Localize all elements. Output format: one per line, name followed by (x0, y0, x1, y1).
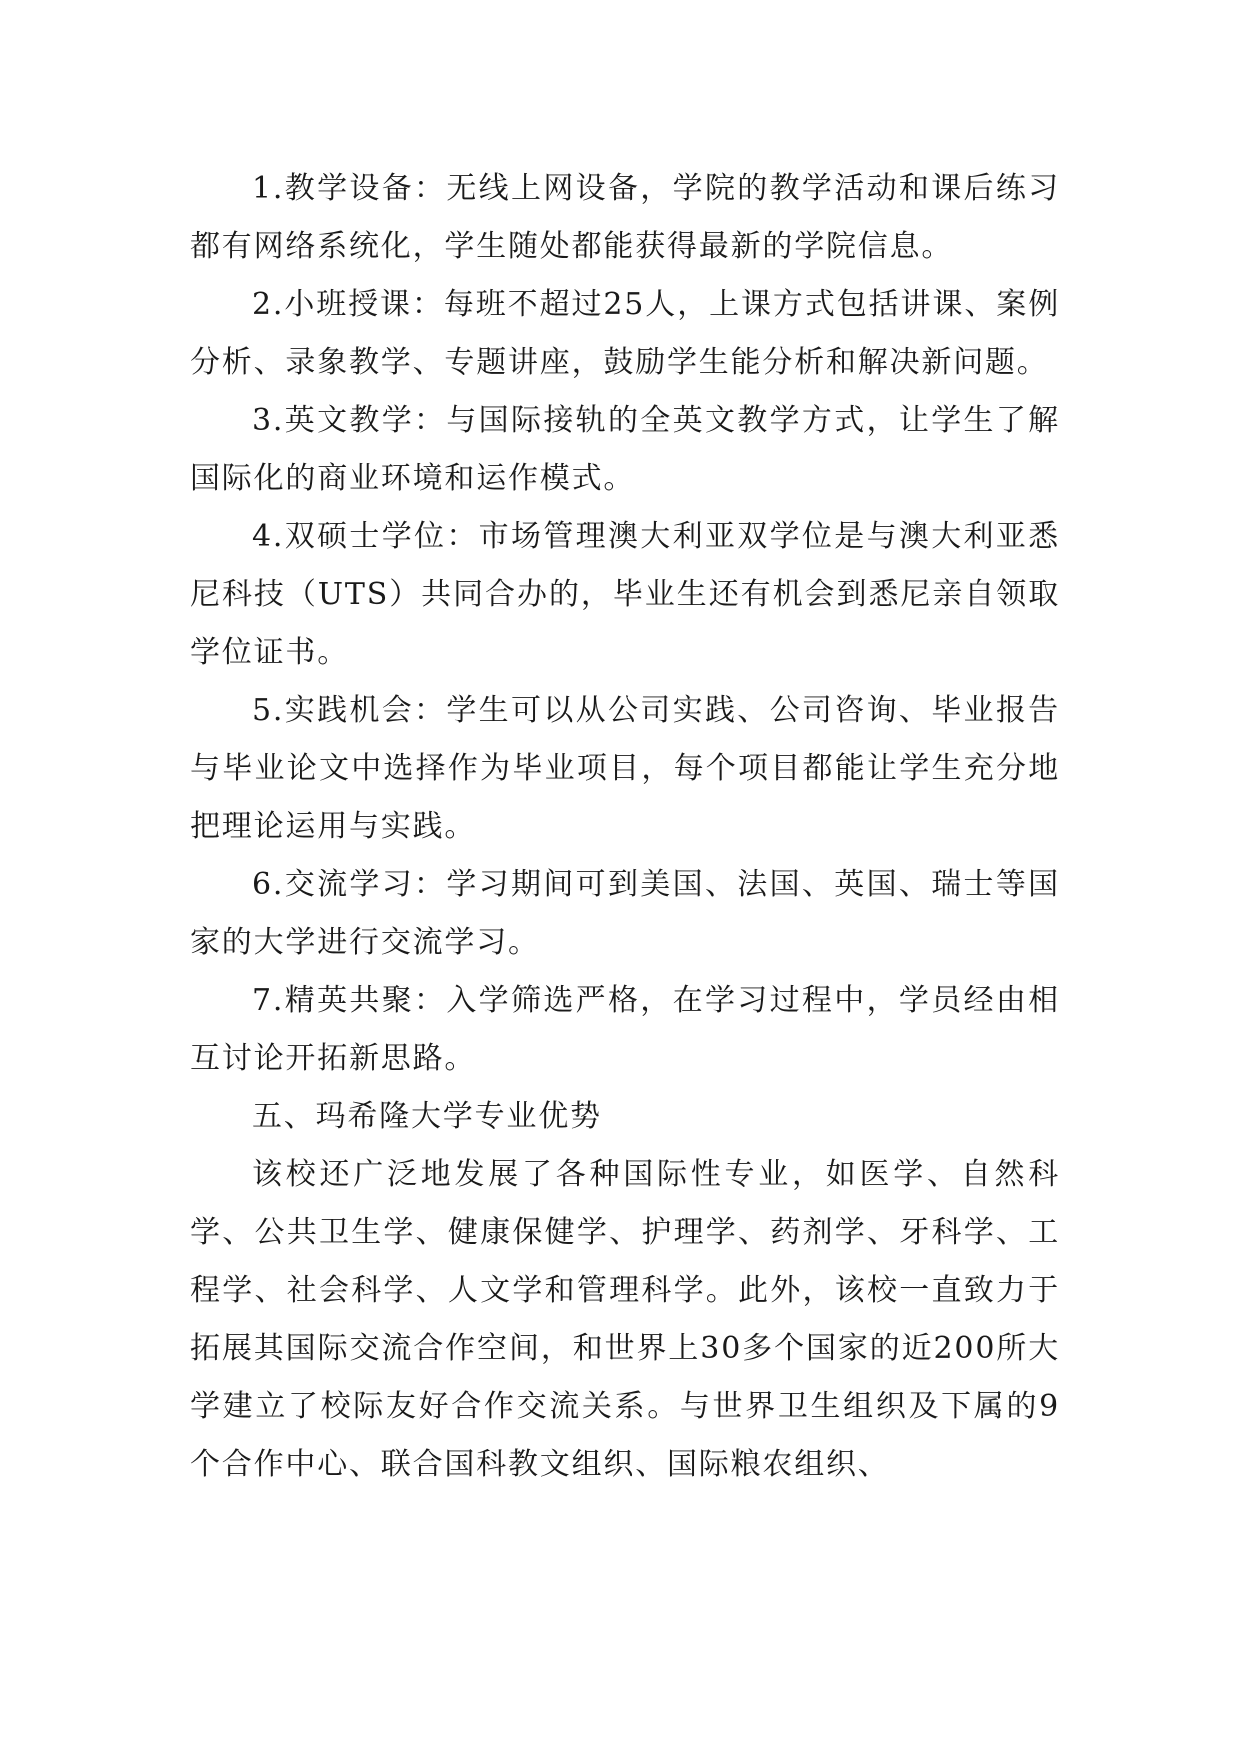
document-page (190, 160, 1060, 1494)
paragraph-major-advantages: 该校还广泛地发展了各种国际性专业，如医学、自然科学、公共卫生学、健康保健学、护理学、药剂学、牙科学、工程学、社会科学、人文学和管理科学。此外，该校一直致力于拓展其国际交流合作空间，和世界上30多个国家的近200所大学建立了校际友好合作交流关系。与世界卫生组织及下属的9个合作中心、联合国科教文组织、国际粮农组织、 (190, 1157, 1060, 1482)
paragraph-double-master: 4.双硕士学位：市场管理澳大利亚双学位是与澳大利亚悉尼科技（UTS）共同合办的，毕业生还有机会到悉尼亲自领取学位证书。 (190, 519, 1060, 670)
paragraph-english-teaching: 3.英文教学：与国际接轨的全英文教学方式，让学生了解国际化的商业环境和运作模式。 (190, 403, 1060, 496)
paragraph-elite-gathering: 7.精英共聚：入学筛选严格，在学习过程中，学员经由相互讨论开拓新思路。 (190, 983, 1060, 1076)
section-heading: 五、玛希隆大学专业优势 (252, 1099, 602, 1134)
paragraph-small-class: 2.小班授课：每班不超过25人，上课方式包括讲课、案例分析、录象教学、专题讲座，鼓励学生能分析和解决新问题。 (190, 287, 1060, 380)
paragraph-practice-opportunity: 5.实践机会：学生可以从公司实践、公司咨询、毕业报告与毕业论文中选择作为毕业项目，每个项目都能让学生充分地把理论运用与实践。 (190, 693, 1060, 844)
paragraph-exchange-study: 6.交流学习：学习期间可到美国、法国、英国、瑞士等国家的大学进行交流学习。 (190, 867, 1060, 960)
paragraph-teaching-equipment: 1.教学设备：无线上网设备，学院的教学活动和课后练习都有网络系统化，学生随处都能获得最新的学院信息。 (190, 171, 1060, 264)
